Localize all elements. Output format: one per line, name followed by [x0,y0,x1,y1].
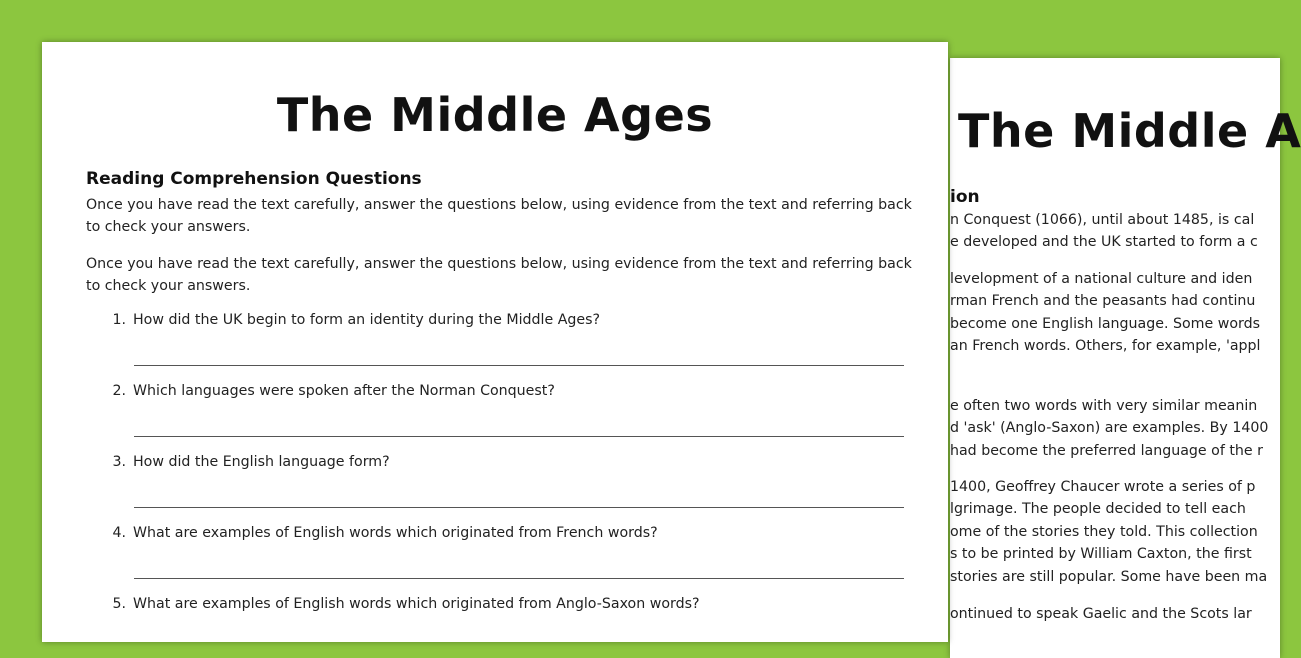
back-text-line: n Conquest (1066), until about 1485, is cal [950,212,1255,228]
answer-line[interactable] [134,578,904,579]
back-text-line: rman French and the peasants had continu [950,293,1256,309]
back-text-line: had become the preferred language of the r [950,443,1263,459]
question-text: What are examples of English words which originated from Anglo-Saxon words? [133,596,700,612]
question-text: How did the UK begin to form an identity during the Middle Ages? [133,312,601,328]
page-title: The Middle Ages [276,88,714,142]
instructions-paragraph: Once you have read the text carefully, answer the questions below, using evidence from the text and referring back to check your answers. [86,256,912,294]
section-heading: Reading Comprehension Questions [86,169,422,189]
question-number: 3. [112,454,126,470]
back-text-line: ontinued to speak Gaelic and the Scots lar [950,606,1252,622]
back-page-title: The Middle A [958,104,1301,158]
back-worksheet-page [950,58,1301,658]
back-text-line: become one English language. Some words [950,316,1261,332]
question-number: 2. [112,383,126,399]
back-text-line: lgrimage. The people decided to tell each [950,501,1246,517]
back-text-line: s to be printed by William Caxton, the first [950,546,1252,562]
front-worksheet-page [42,42,948,642]
back-text-line: an French words. Others, for example, 'appl [950,338,1261,354]
answer-line[interactable] [134,507,904,508]
question-number: 1. [112,312,126,328]
back-text-line: 1400, Geoffrey Chaucer wrote a series of p [950,479,1256,495]
answer-line[interactable] [134,365,904,366]
back-text-line: levelopment of a national culture and iden [950,271,1253,287]
back-text-line: stories are still popular. Some have been ma [950,569,1268,585]
back-text-line: ome of the stories they told. This collection [950,524,1258,540]
question-text: How did the English language form? [133,454,390,470]
back-text-line: d 'ask' (Anglo-Saxon) are examples. By 1400 [950,420,1269,436]
question-text: Which languages were spoken after the Norman Conquest? [133,383,555,399]
answer-line[interactable] [134,436,904,437]
question-number: 5. [112,596,126,612]
instructions-paragraph: Once you have read the text carefully, answer the questions below, using evidence from the text and referring back to check your answers. [86,197,912,235]
back-text-line: e developed and the UK started to form a c [950,234,1258,250]
back-section-heading: ion [950,187,980,207]
question-number: 4. [112,525,126,541]
question-text: What are examples of English words which originated from French words? [133,525,658,541]
back-text-line: e often two words with very similar meanin [950,398,1258,414]
